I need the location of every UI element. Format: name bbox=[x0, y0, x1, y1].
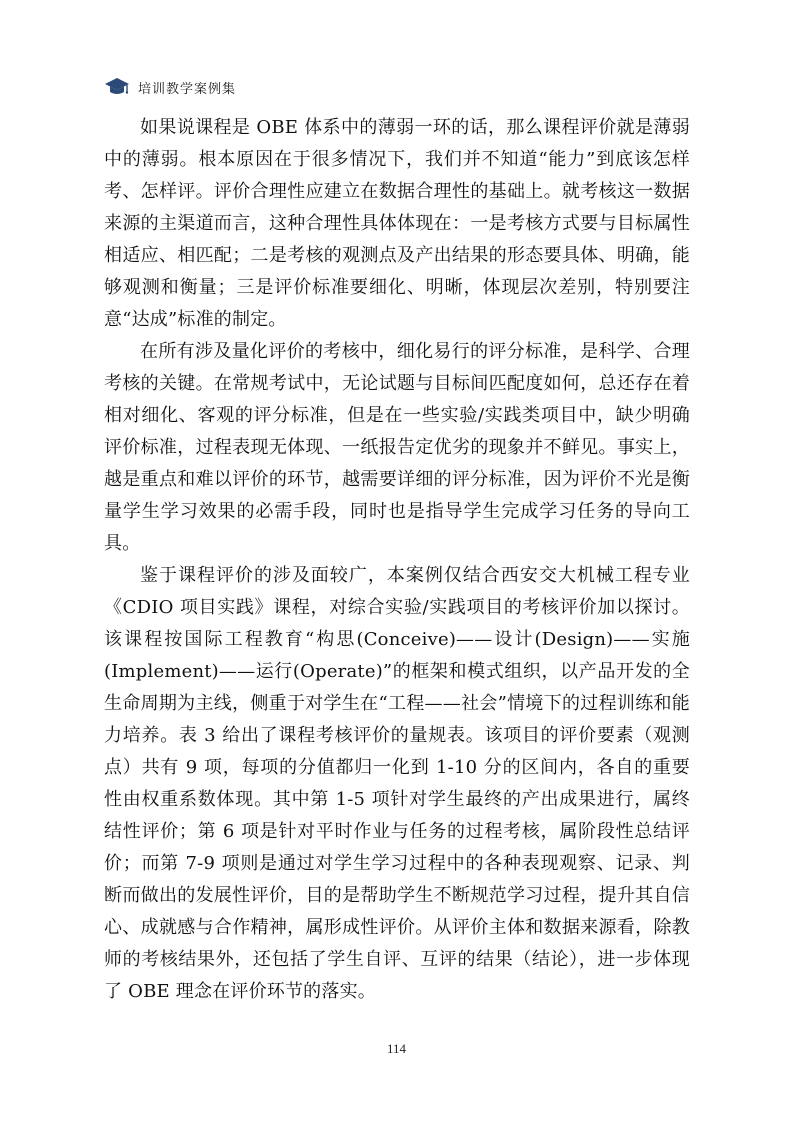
graduation-cap-icon bbox=[104, 77, 130, 97]
running-header bbox=[104, 76, 236, 98]
page-number: 114 bbox=[386, 1041, 407, 1056]
paragraph-1: 如果说课程是 OBE 体系中的薄弱一环的话，那么课程评价就是薄弱中的薄弱。根本原因在于很多情况下，我们并不知道“能力”到底该怎样考、怎样评。评价合理性应建立在数据合理性的基础上。就考核这一数据来源的主渠道而言，这种合理性具体体现在：一是考核方式要与目标属性相适应、相匹配；二是考核的观测点及产出结果的形态要具体、明确，能够观测和衡量；三是评价标准要细化、明晰，体现层次差别，特别要注意“达成”标准的制定。 bbox=[104, 117, 690, 330]
body-text bbox=[104, 112, 690, 1008]
paragraph-2: 在所有涉及量化评价的考核中，细化易行的评分标准，是科学、合理考核的关键。在常规考试中，无论试题与目标间匹配度如何，总还存在着相对细化、客观的评分标准，但是在一些实验/实践类项目中，缺少明确评价标准，过程表现无体现、一纸报告定优劣的现象并不鲜见。事实上，越是重点和难以评价的环节，越需要详细的评分标准，因为评价不光是衡量学生学习效果的必需手段，同时也是指导学生完成学习任务的导向工具。 bbox=[104, 341, 690, 554]
header-title: 培训教学案例集 bbox=[138, 81, 237, 97]
paragraph-3: 鉴于课程评价的涉及面较广，本案例仅结合西安交大机械工程专业《CDIO 项目实践》课程，对综合实验/实践项目的考核评价加以探讨。该课程按国际工程教育“构思(Conceive)——设计(Design)——实施(Implement)——运行(Operate)”的框架和模式组织，以产品开发的全生命周期为主线，侧重于对学生在“工程——社会”情境下的过程训练和能力培养。表 3 给出了课程考核评价的量规表。该项目的评价要素（观测点）共有 9 项，每项的分值都归一化到 1-10 分的区间内，各自的重要性由权重系数体现。其中第 1-5 项针对学生最终的产出成果进行，属终结性评价；第 6 项是针对平时作业与任务的过程考核，属阶段性总结评价；而第 7-9 项则是通过对学生学习过程中的各种表现观察、记录、判断而做出的发展性评价，目的是帮助学生不断规范学习过程，提升其自信心、成就感与合作精神，属形成性评价。从评价主体和数据来源看，除教师的考核结果外，还包括了学生自评、互评的结果（结论），进一步体现了 OBE 理念在评价环节的落实。 bbox=[104, 565, 690, 1002]
